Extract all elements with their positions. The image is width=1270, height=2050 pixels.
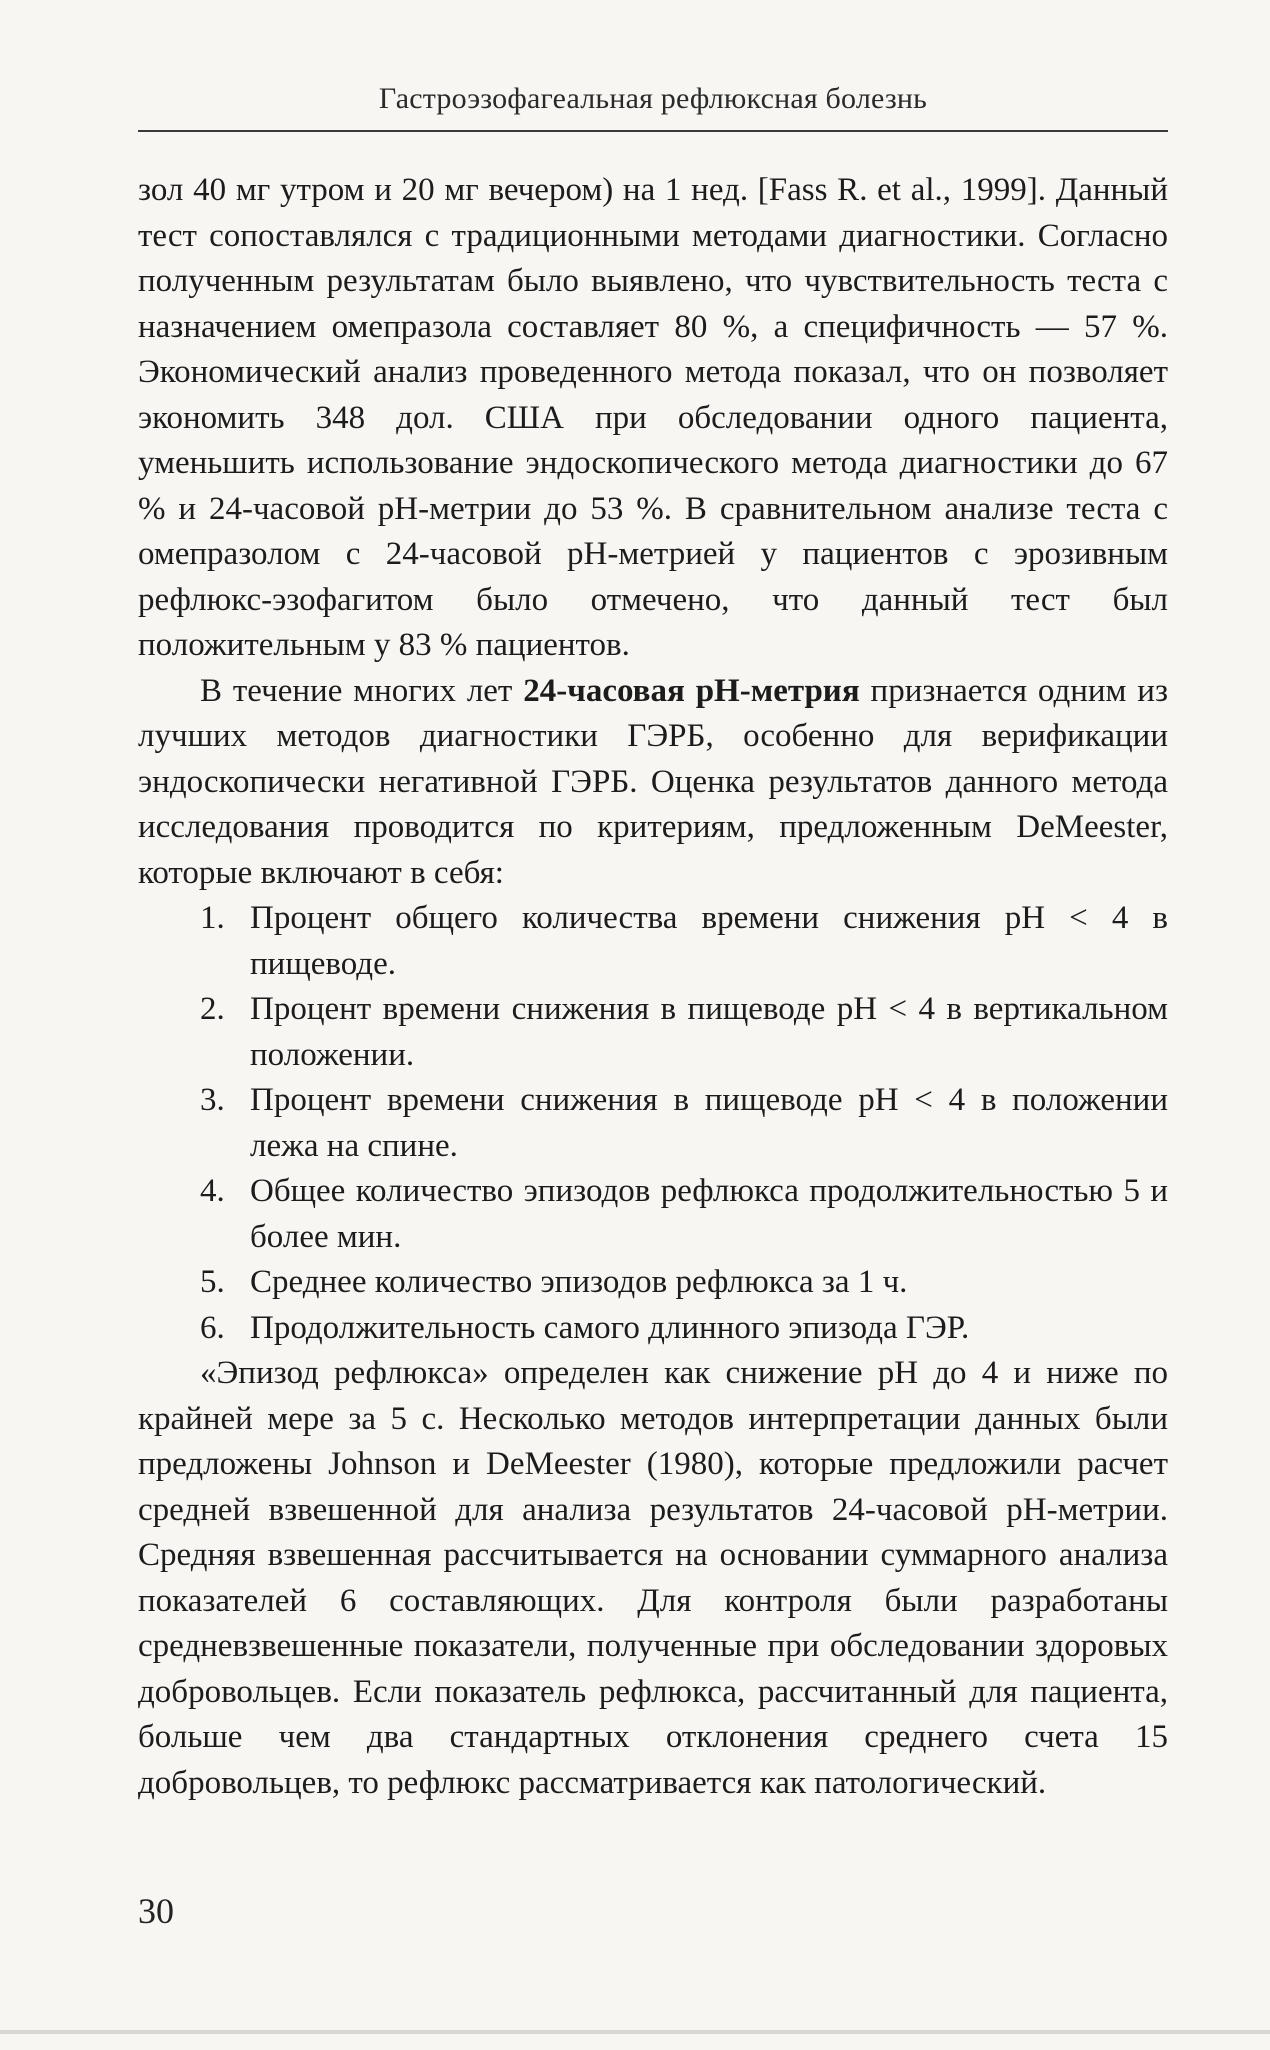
list-item xyxy=(138,1078,1168,1169)
page-edge xyxy=(0,2030,1270,2034)
paragraph-lead: В течение многих лет xyxy=(200,672,524,709)
running-header: Гастроэзофагеальная рефлюксная болезнь xyxy=(378,82,928,115)
list-item-number: 3. xyxy=(200,1082,225,1118)
list-item-number: 2. xyxy=(200,991,225,1027)
list-item-text: Процент общего количества времени снижения pH < 4 в пищеводе. xyxy=(250,900,1168,982)
list-item xyxy=(138,987,1168,1078)
list-item-number: 5. xyxy=(200,1264,225,1300)
list-item-number: 6. xyxy=(200,1309,225,1346)
paragraph-continuation: зол 40 мг утром и 20 мг вечером) на 1 нед. [Fass R. et al., 1999]. Данный тест сопоставлялся с традиционными методами диагностики. Согласно полученным результатам было выявлено, что чувствительность теста с назначением омепразола составляет 80 %, а специфичность — 57 %. Экономический анализ проведенного метода показал, что он позволяет экономить 348 дол. США при обследовании одного пациента, уменьшить использование эндоскопического метода диагностики до 67 % и 24-часовой pH-метрии до 53 %. В сравнительном анализе теста с омепразолом с 24-часовой pH-метрией у пациентов с эрозивным рефлюкс-эзофагитом было отмечено, что данный тест был положительным у 83 % пациентов. xyxy=(138,172,1168,663)
list-item-text: Среднее количество эпизодов рефлюкса за 1 ч. xyxy=(250,1264,908,1300)
list-item-number: 4. xyxy=(200,1173,225,1209)
demeester-criteria-list xyxy=(138,896,1168,1351)
list-item-text: Процент времени снижения в пищеводе pH < 4 в положении лежа на спине. xyxy=(250,1082,1168,1164)
list-item xyxy=(138,896,1168,987)
body-text xyxy=(138,168,1168,1806)
list-item xyxy=(138,1260,1168,1306)
list-item-text: Общее количество эпизодов рефлюкса продолжительностью 5 и более мин. xyxy=(250,1173,1168,1255)
page-number: 30 xyxy=(138,1891,174,1931)
header-divider xyxy=(138,130,1168,132)
paragraph-rest: признается одним из лучших методов диагностики ГЭРБ, особенно для верификации эндоскопически негативной ГЭРБ. Оценка результатов данного метода исследования проводится по критериям, предложенным DeMeester, которые включают в себя: xyxy=(138,672,1168,891)
list-item xyxy=(138,1169,1168,1260)
list-item-text: Процент времени снижения в пищеводе pH < 4 в вертикальном положении. xyxy=(250,991,1168,1073)
paragraph-reflux-episode: «Эпизод рефлюкса» определен как снижение pH до 4 и ниже по крайней мере за 5 с. Несколько методов интерпретации данных были предложены Johnson и DeMeester (1980), которые предложили расчет средней взвешенной для анализа результатов 24-часовой pH-метрии. Средняя взвешенная рассчитывается на основании суммарного анализа показателей 6 составляющих. Для контроля были разработаны средневзвешенные показатели, полученные при обследовании здоровых добровольцев. Если показатель рефлюкса, рассчитанный для пациента, больше чем два стандартных отклонения среднего счета 15 добровольцев, то рефлюкс рассматривается как патологический. xyxy=(138,1355,1168,1801)
list-item xyxy=(138,1306,1168,1352)
paragraph-ph-metry xyxy=(138,669,1168,897)
list-item-text: Продолжительность самого длинного эпизода ГЭР. xyxy=(250,1309,970,1346)
list-item-number: 1. xyxy=(200,900,225,936)
bold-term: 24-часовая pH-метрия xyxy=(523,672,860,709)
